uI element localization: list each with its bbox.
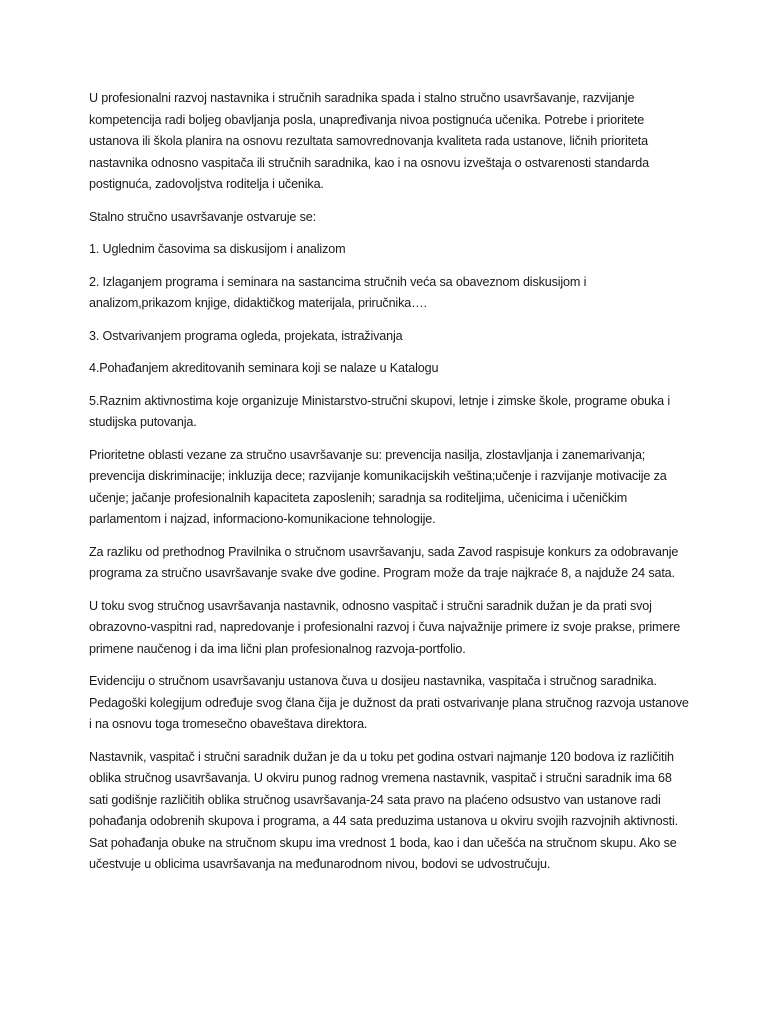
paragraph-program-duration: Za razliku od prethodnog Pravilnika o stručnom usavršavanju, sada Zavod raspisuje konkurs za odobravanje programa za stručno usavršavanje svake dve godine. Program može da traje najkraće 8, a najduže 24 sata.	[89, 544, 679, 580]
list-item-5: 5.Raznim aktivnostima koje organizuje Ministarstvo-stručni skupovi, letnje i zimske škole, programe obuka i studijska putovanja.	[89, 393, 670, 429]
list-item-4: 4.Pohađanjem akreditovanih seminara koji se nalaze u Katalogu	[89, 361, 439, 375]
paragraph-priority-areas: Prioritetne oblasti vezane za stručno usavršavanje su: prevencija nasilja, zlostavljanja i zanemarivanja; prevencija diskriminacije; inkluzija dece; razvijanje komunikacijskih veština;učenje i razvijanje motivacije za učenje; jačanje profesionalnih kapaciteta zaposlenih; saradnja sa roditeljima, učenicima i učeničkim parlamentom i najzad, informaciono-komunikacione tehnologije.	[89, 447, 667, 526]
list-item-2: 2. Izlaganjem programa i seminara na sastancima stručnih veća sa obaveznom diskusijom i analizom,prikazom knjige, didaktičkog materijala, priručnika….	[89, 274, 587, 310]
list-item-3: 3. Ostvarivanjem programa ogleda, projekata, istraživanja	[89, 328, 403, 343]
paragraph-lead-in: Stalno stručno usavršavanje ostvaruje se:	[89, 209, 316, 224]
paragraph-points: Nastavnik, vaspitač i stručni saradnik dužan je da u toku pet godina ostvari najmanje 120 bodova iz različitih oblika stručnog usavršavanja. U okviru punog radnog vremena nastavnik, vaspitač i stručni saradnik ima 68 sati godišnje različitih oblika stručnog usavršavanja-24 sata pravo na plaćeno odsustvo van ustanove radi pohađanja odobrenih skupova i programa, a 44 sata preduzima ustanova u okviru svojih razvojnih aktivnosti. Sat pohađanja obuke na stručnom skupu ima vrednost 1 boda, kao i dan učešća na stručnom skupu. Ako se učestvuje u oblicima usavršavanja na međunarodnom nivou, bodovi se udvostručuju.	[89, 749, 678, 871]
document-body	[89, 88, 689, 887]
list-item-1: 1. Uglednim časovima sa diskusijom i analizom	[89, 242, 346, 256]
paragraph-records: Evidenciju o stručnom usavršavanju ustanova čuva u dosijeu nastavnika, vaspitača i stručnog saradnika. Pedagoški kolegijum određuje svog člana čija je dužnost da prati ostvarivanje plana stručnog razvoja ustanove i na osnovu toga tromesečno obaveštava direktora.	[89, 674, 689, 731]
paragraph-portfolio: U toku svog stručnog usavršavanja nastavnik, odnosno vaspitač i stručni saradnik dužan je da prati svoj obrazovno-vaspitni rad, napredovanje i profesionalni razvoj i čuva najvažnije primere iz svoje prakse, primere primene naučenog i da ima lični plan profesionalnog razvoja-portfolio.	[89, 598, 681, 656]
paragraph-intro: U profesionalni razvoj nastavnika i stručnih saradnika spada i stalno stručno usavršavanje, razvijanje kompetencija radi boljeg obavljanja posla, unapređivanja nivoa postignuća učenika. Potrebe i prioritete ustanova ili škola planira na osnovu rezultata samovrednovanja kvaliteta rada ustanove, ličnih prioriteta nastavnika odnosno vaspitača ili stručnih saradnika, kao i na osnovu izveštaja o ostvarenosti standarda postignuća, zadovoljstva roditelja i učenika.	[89, 91, 650, 191]
